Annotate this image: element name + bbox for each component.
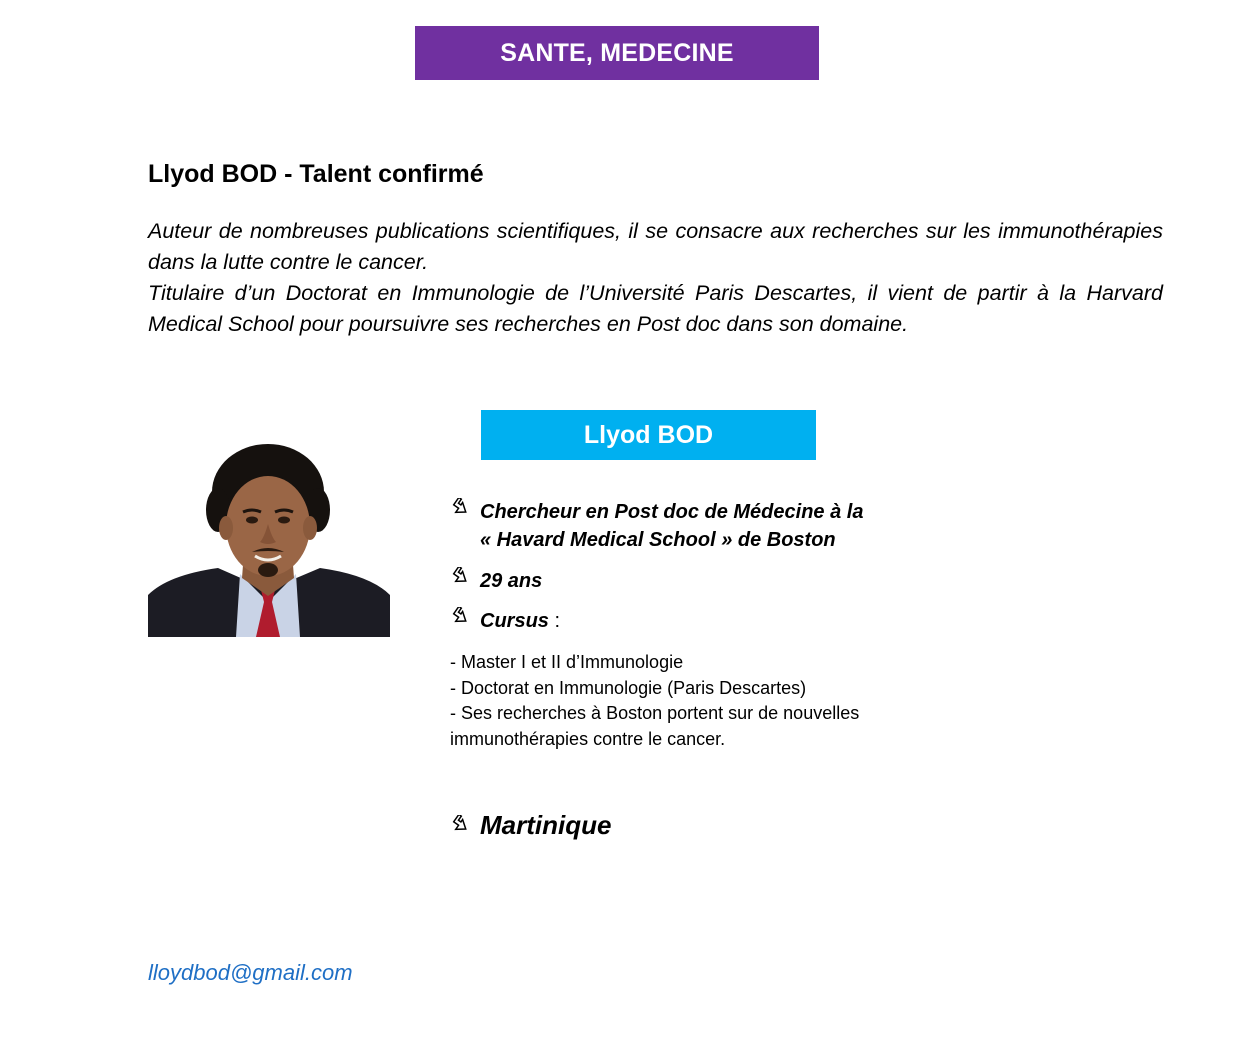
profile-title: Llyod BOD - Talent confirmé [148,160,484,188]
category-label: SANTE, MEDECINE [500,38,734,67]
candidate-name: Llyod BOD [583,420,714,449]
age-text: 29 ans [480,570,543,592]
cursus-colon: : [548,610,561,632]
list-item: - Ses recherches à Boston portent sur de nouvelles [450,703,860,723]
bullet-location [450,808,611,842]
list-item: immunothérapies contre le cancer. [450,728,726,749]
position-line-1: Chercheur en Post doc de Médecine à la [480,501,864,523]
arrow-bullet-icon [450,498,480,518]
bullet-age [450,567,542,595]
bio-paragraph: Titulaire d’un Doctorat en Immunologie de l’Université Paris Descartes, il vient de partir à la Harvard Medical School pour poursuivre ses recherches en Post doc dans son domaine. [148,281,1163,336]
list-item: - Doctorat en Immunologie (Paris Descartes) [450,677,807,698]
profile-bio [148,216,1163,340]
cursus-list [450,650,859,752]
cursus-heading [480,607,560,635]
position-line-2: « Havard Medical School » de Boston [480,529,836,551]
arrow-bullet-icon [450,808,480,835]
name-banner [481,410,816,460]
bullet-position [450,498,863,554]
cursus-label: Cursus [480,610,549,632]
list-item: - Master I et II d’Immunologie [450,652,684,672]
email-link[interactable]: lloydbod@gmail.com [148,960,353,985]
arrow-bullet-icon [450,607,480,627]
bullet-cursus [450,607,560,635]
position-text [480,498,863,554]
arrow-bullet-icon [450,567,480,587]
portrait-photo [148,440,390,637]
category-banner [415,26,819,80]
bio-paragraph: Auteur de nombreuses publications scientifiques, il se consacre aux recherches sur les immunothérapies dans la lutte contre le cancer. [148,219,1163,274]
location-text: Martinique [480,810,612,840]
